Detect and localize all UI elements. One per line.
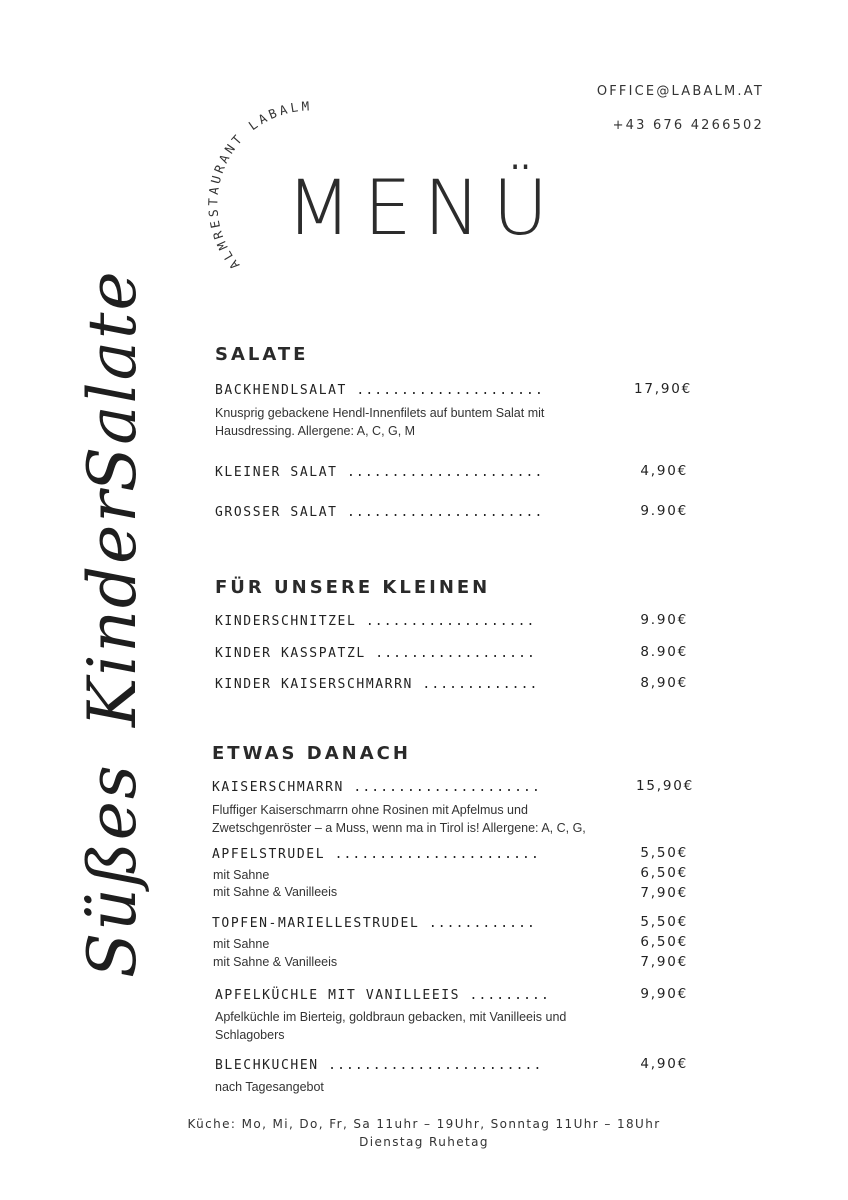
- section-heading-danach: ETWAS DANACH: [212, 743, 411, 764]
- item-name: KAISERSCHMARRN: [212, 780, 344, 795]
- side-label-salate: Salate: [74, 269, 151, 492]
- restaurant-name: ALMRESTAURANT LABALM: [205, 98, 313, 273]
- menu-item-topfen-mariellestrudel: [212, 916, 536, 931]
- dot-leader: .............: [422, 677, 539, 692]
- closing-day: Dienstag Ruhetag: [359, 1135, 489, 1149]
- menu-item-kinder-kaiserschmarrn: [215, 677, 538, 692]
- menu-item-kinder-kasspatzl: [215, 646, 536, 661]
- item-description: [212, 801, 586, 837]
- item-price: 9.90€: [640, 612, 688, 628]
- menu-item-kleiner-salat: [215, 465, 543, 480]
- item-option: mit Sahne & Vanilleeis: [213, 955, 338, 969]
- item-price: 4,90€: [640, 1056, 688, 1072]
- section-heading-kinder: FÜR UNSERE KLEINEN: [215, 577, 491, 598]
- menu-item-apfelstrudel: [212, 847, 540, 862]
- item-name: KINDERSCHNITZEL: [215, 614, 357, 629]
- item-option-price: 6,50€: [640, 934, 688, 950]
- dot-leader: ......................: [346, 465, 544, 480]
- item-price: 8,90€: [640, 675, 688, 691]
- item-name: APFELSTRUDEL: [212, 847, 326, 862]
- description-line: Schlagobers: [215, 1028, 285, 1042]
- item-option-price: 6,50€: [640, 865, 688, 881]
- item-price: 5,50€: [640, 914, 688, 930]
- item-price: 9.90€: [640, 503, 688, 519]
- dot-leader: .....................: [353, 780, 541, 795]
- description-line: Knusprig gebackene Hendl-Innenfilets auf buntem Salat mit: [215, 406, 545, 420]
- menu-item-blechkuchen: [215, 1058, 542, 1073]
- item-description: [215, 404, 544, 440]
- item-price: 17,90€: [633, 381, 692, 397]
- email-address[interactable]: OFFICE@LABALM.AT: [596, 84, 764, 99]
- side-label-kinder: Kinder: [74, 489, 151, 727]
- item-option-price: 7,90€: [640, 885, 688, 901]
- dot-leader: ......................: [346, 505, 544, 520]
- menu-item-kinderschnitzel: [215, 614, 535, 629]
- opening-hours: Küche: Mo, Mi, Do, Fr, Sa 11uhr – 19Uhr, Sonntag 11Uhr – 18Uhr: [187, 1117, 661, 1131]
- menu-title: MENÜ: [286, 163, 561, 252]
- item-price: 5,50€: [640, 845, 688, 861]
- item-option: mit Sahne: [213, 868, 270, 882]
- menu-item-kaiserschmarrn: [212, 780, 541, 795]
- item-option-price: 7,90€: [640, 954, 688, 970]
- section-heading-salate: SALATE: [215, 344, 309, 365]
- item-price: 15,90€: [635, 778, 694, 794]
- item-description: nach Tagesangebot: [215, 1080, 324, 1094]
- dot-leader: ...................: [365, 614, 536, 629]
- item-name: KLEINER SALAT: [215, 465, 338, 480]
- item-name: KINDER KAISERSCHMARRN: [215, 677, 413, 692]
- item-price: 8.90€: [640, 644, 688, 660]
- item-price: 9,90€: [640, 986, 688, 1002]
- menu-item-grosser-salat: [215, 505, 543, 520]
- item-name: GROSSER SALAT: [215, 505, 338, 520]
- item-price: 4,90€: [640, 463, 688, 479]
- menu-item-backhendlsalat: [215, 383, 544, 398]
- item-name: APFELKÜCHLE MIT VANILLEEIS: [215, 988, 461, 1003]
- menu-item-apfelkuechle: [215, 988, 550, 1003]
- phone-number[interactable]: +43 676 4266502: [612, 118, 764, 133]
- description-line: Fluffiger Kaiserschmarrn ohne Rosinen mit Apfelmus und: [212, 803, 528, 817]
- item-name: BACKHENDLSALAT: [215, 383, 347, 398]
- item-name: BLECHKUCHEN: [215, 1058, 319, 1073]
- description-line: Zwetschgenröster – a Muss, wenn ma in Tirol is! Allergene: A, C, G,: [212, 821, 586, 835]
- dot-leader: .......................: [334, 847, 540, 862]
- dot-leader: .....................: [356, 383, 544, 398]
- description-line: Hausdressing. Allergene: A, C, G, M: [215, 424, 416, 438]
- dot-leader: ..................: [375, 646, 536, 661]
- dot-leader: ........................: [328, 1058, 543, 1073]
- description-line: Apfelküchle im Bierteig, goldbraun gebacken, mit Vanilleeis und: [215, 1010, 567, 1024]
- item-name: TOPFEN-MARIELLESTRUDEL: [212, 916, 420, 931]
- item-option: mit Sahne & Vanilleeis: [213, 885, 338, 899]
- dot-leader: ............: [428, 916, 536, 931]
- item-name: KINDER KASSPATZL: [215, 646, 366, 661]
- item-description: [215, 1008, 566, 1044]
- item-option: mit Sahne: [213, 937, 270, 951]
- dot-leader: .........: [469, 988, 550, 1003]
- side-label-suesses: Süßes: [74, 763, 151, 978]
